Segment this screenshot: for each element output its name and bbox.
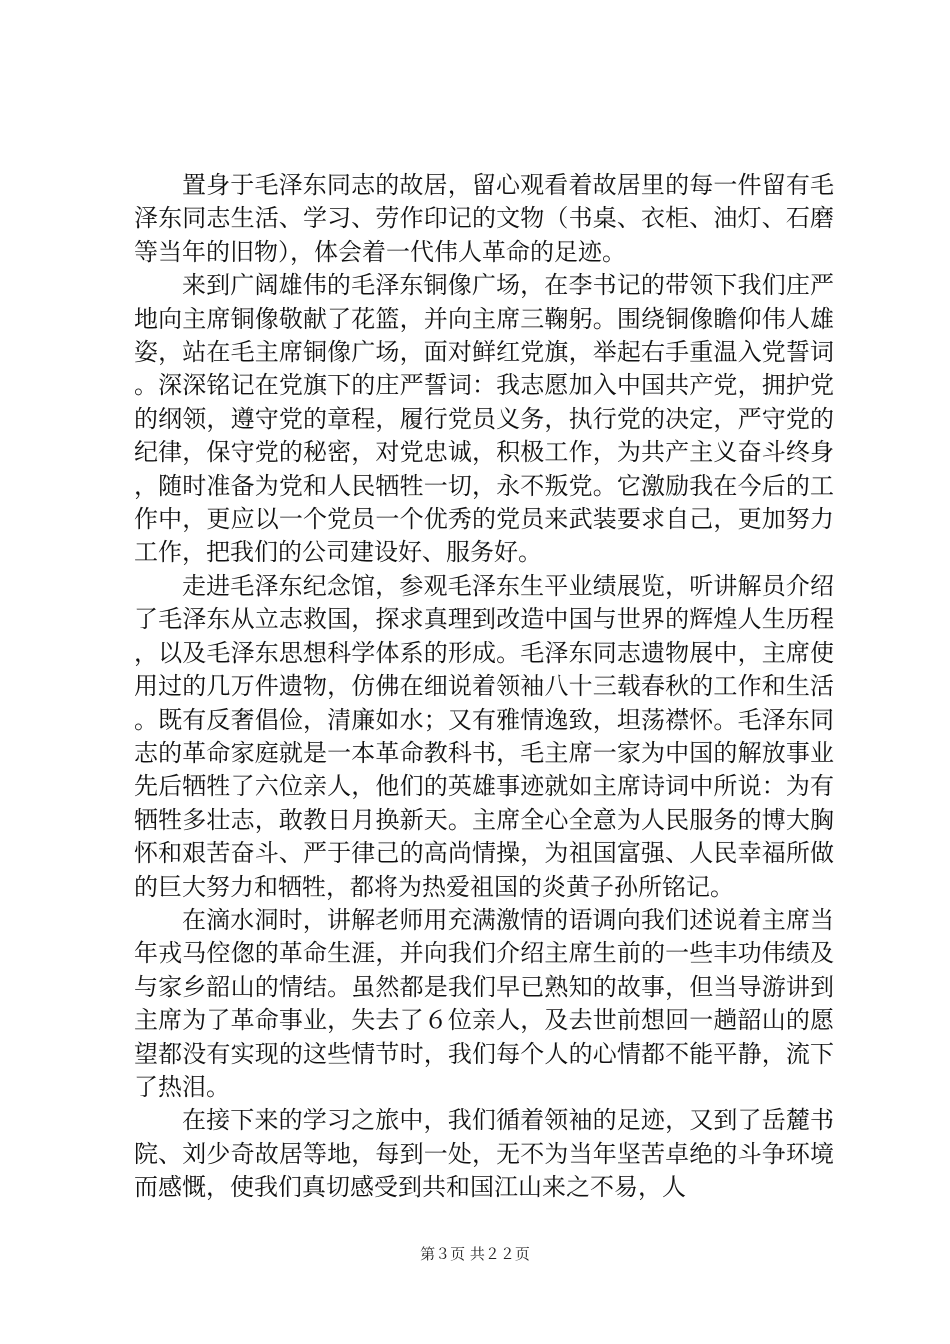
- page-footer: [0, 1243, 950, 1264]
- paragraph-1: 置身于毛泽东同志的故居，留心观看着故居里的每一件留有毛泽东同志生活、学习、劳作印记的文物（书桌、衣柜、油灯、石磨等当年的旧物），体会着一代伟人革命的足迹。: [134, 171, 834, 266]
- paragraph-5: 在接下来的学习之旅中，我们循着领袖的足迹，又到了岳麓书院、刘少奇故居等地，每到一处，无不为当年坚苦卓绝的斗争环境而感慨，使我们真切感受到共和国江山来之不易，人: [134, 1106, 834, 1202]
- paragraph-3: 走进毛泽东纪念馆，参观毛泽东生平业绩展览，听讲解员介绍了毛泽东从立志救国，探求真理到改造中国与世界的辉煌人生历程，以及毛泽东思想科学体系的形成。毛泽东同志遗物展中，主席使用过的几万件遗物，仿佛在细说着领袖八十三载春秋的工作和生活。既有反奢倡俭，清廉如水；又有雅情逸致，坦荡襟怀。毛泽东同志的革命家庭就是一本革命教科书，毛主席一家为中国的解放事业先后牺牲了六位亲人，他们的英雄事迹就如主席诗词中所说：为有牺牲多壮志，敢教日月换新天。主席全心全意为人民服务的博大胸怀和艰苦奋斗、严于律己的高尚情操，为祖国富强、人民幸福所做的巨大努力和牺牲，都将为热爱祖国的炎黄子孙所铭记。: [134, 571, 834, 901]
- page-total: 共２２页: [469, 1245, 530, 1263]
- paragraph-2: 来到广阔雄伟的毛泽东铜像广场，在李书记的带领下我们庄严地向主席铜像敬献了花篮，并向主席三鞠躬。围绕铜像瞻仰伟人雄姿，站在毛主席铜像广场，面对鲜红党旗，举起右手重温入党誓词。深深铭记在党旗下的庄严誓词：我志愿加入中国共产党，拥护党的纲领，遵守党的章程，履行党员义务，执行党的决定，严守党的纪律，保守党的秘密，对党忠诚，积极工作，为共产主义奋斗终身，随时准备为党和人民牺牲一切，永不叛党。它激励我在今后的工作中，更应以一个党员一个优秀的党员来武装要求自己，更加努力工作，把我们的公司建设好、服务好。: [134, 271, 834, 567]
- paragraph-4: 在滴水洞时，讲解老师用充满激情的语调向我们述说着主席当年戎马倥偬的革命生涯，并向我们介绍主席生前的一些丰功伟绩及与家乡韶山的情结。虽然都是我们早已熟知的故事，但当导游讲到主席为了革命事业，失去了６位亲人，及去世前想回一趟韶山的愿望都没有实现的这些情节时，我们每个人的心情都不能平静，流下了热泪。: [134, 905, 834, 1101]
- document-body: [134, 169, 834, 1205]
- page-number: 第３页: [420, 1245, 466, 1263]
